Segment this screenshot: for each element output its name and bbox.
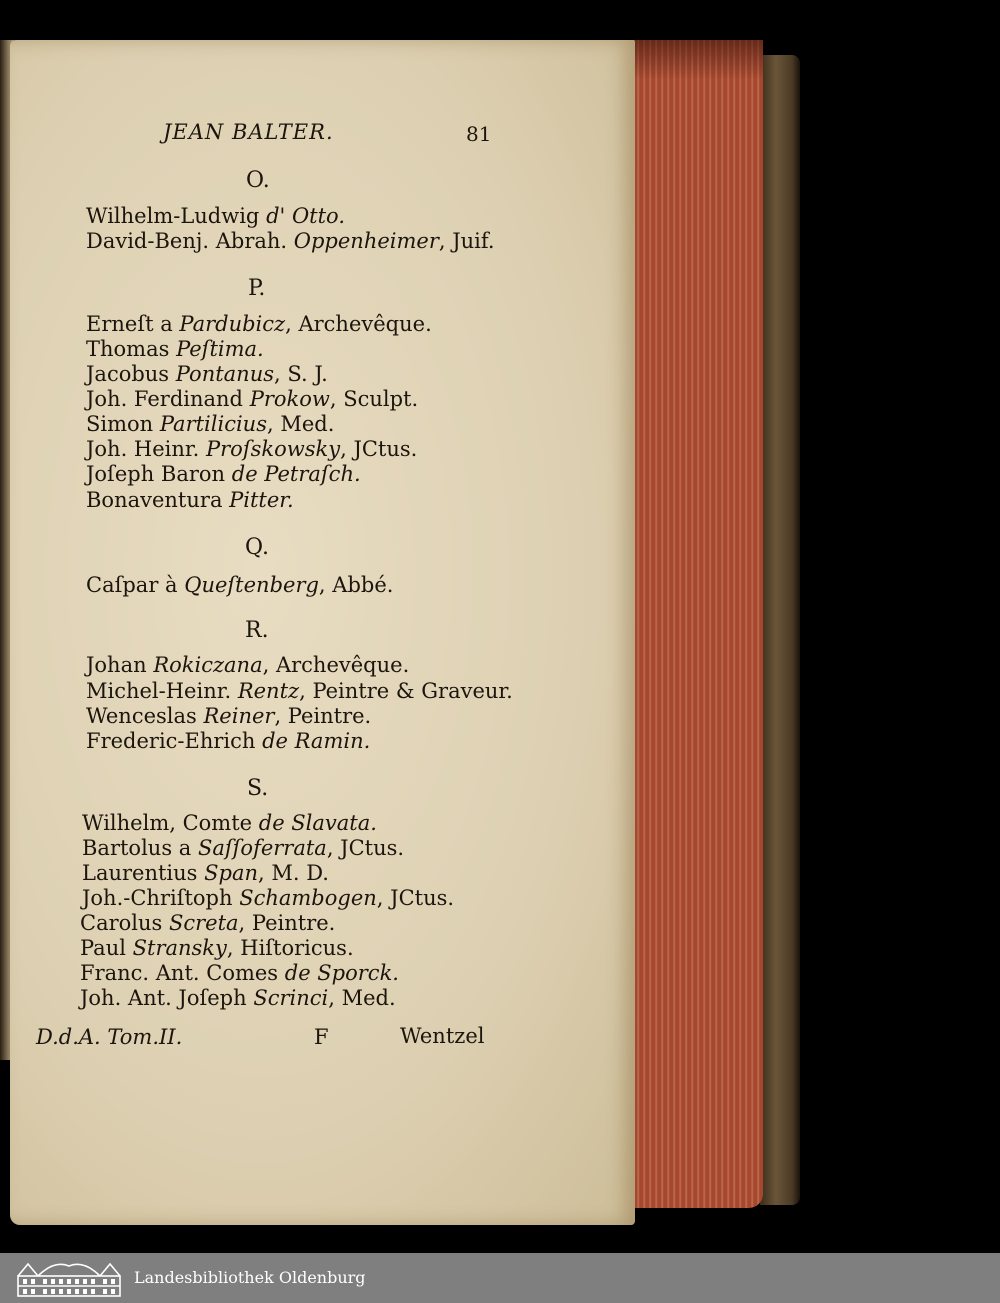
catchword: Wentzel: [400, 1024, 485, 1048]
section-letter: S.: [247, 776, 269, 801]
entry-line: Carolus Screta, Peintre.: [80, 911, 336, 935]
entry-line: Simon Partilicius, Med.: [86, 412, 335, 436]
entry-line: Erneſt a Pardubicz, Archevêque.: [86, 312, 432, 336]
entry-line: Paul Stransky, Hiſtoricus.: [80, 936, 354, 960]
running-head: JEAN BALTER.: [163, 120, 334, 144]
entry-line: David-Benj. Abrah. Oppenheimer, Juif.: [86, 229, 495, 253]
entry-line: Frederic-Ehrich de Ramin.: [86, 729, 371, 753]
entry-line: Wilhelm-Ludwig d' Otto.: [86, 204, 345, 228]
entry-line: Caſpar à Queſtenberg, Abbé.: [86, 573, 394, 597]
entry-line: Bartolus a Saſſoferrata, JCtus.: [82, 836, 405, 860]
signature-mark: D.d.A. Tom.II.: [36, 1025, 183, 1049]
book-cover-edge: [760, 55, 800, 1205]
entry-line: Laurentius Span, M. D.: [82, 861, 329, 885]
section-letter: R.: [245, 618, 269, 643]
entry-line: Wilhelm, Comte de Slavata.: [82, 811, 377, 835]
entry-line: Franc. Ant. Comes de Sporck.: [80, 961, 399, 985]
library-name: Landesbibliothek Oldenburg: [134, 1268, 366, 1287]
section-letter: O.: [246, 168, 270, 193]
entry-line: Joh. Ant. Joſeph Scrinci, Med.: [80, 986, 396, 1010]
entry-line: Jacobus Pontanus, S. J.: [86, 362, 328, 386]
entry-line: Joh.-Chriſtoph Schambogen, JCtus.: [82, 886, 455, 910]
entry-line: Wenceslas Reiner, Peintre.: [86, 704, 372, 728]
section-letter: P.: [248, 276, 266, 301]
section-letter: Q.: [245, 535, 269, 560]
entry-line: Joſeph Baron de Petraſch.: [86, 462, 361, 486]
gathering-letter: F: [314, 1025, 329, 1049]
page-number: 81: [466, 122, 492, 146]
entry-line: Joh. Ferdinand Prokow, Sculpt.: [86, 387, 419, 411]
entry-line: Joh. Heinr. Proſskowsky, JCtus.: [86, 437, 418, 461]
library-building-logo-icon: [14, 1256, 124, 1300]
entry-line: Thomas Peſtima.: [86, 337, 264, 361]
entry-line: Michel-Heinr. Rentz, Peintre & Graveur.: [86, 679, 513, 703]
entry-line: Bonaventura Pitter.: [86, 488, 294, 512]
page-edges-red: [628, 40, 763, 1208]
entry-line: Johan Rokiczana, Archevêque.: [86, 653, 410, 677]
